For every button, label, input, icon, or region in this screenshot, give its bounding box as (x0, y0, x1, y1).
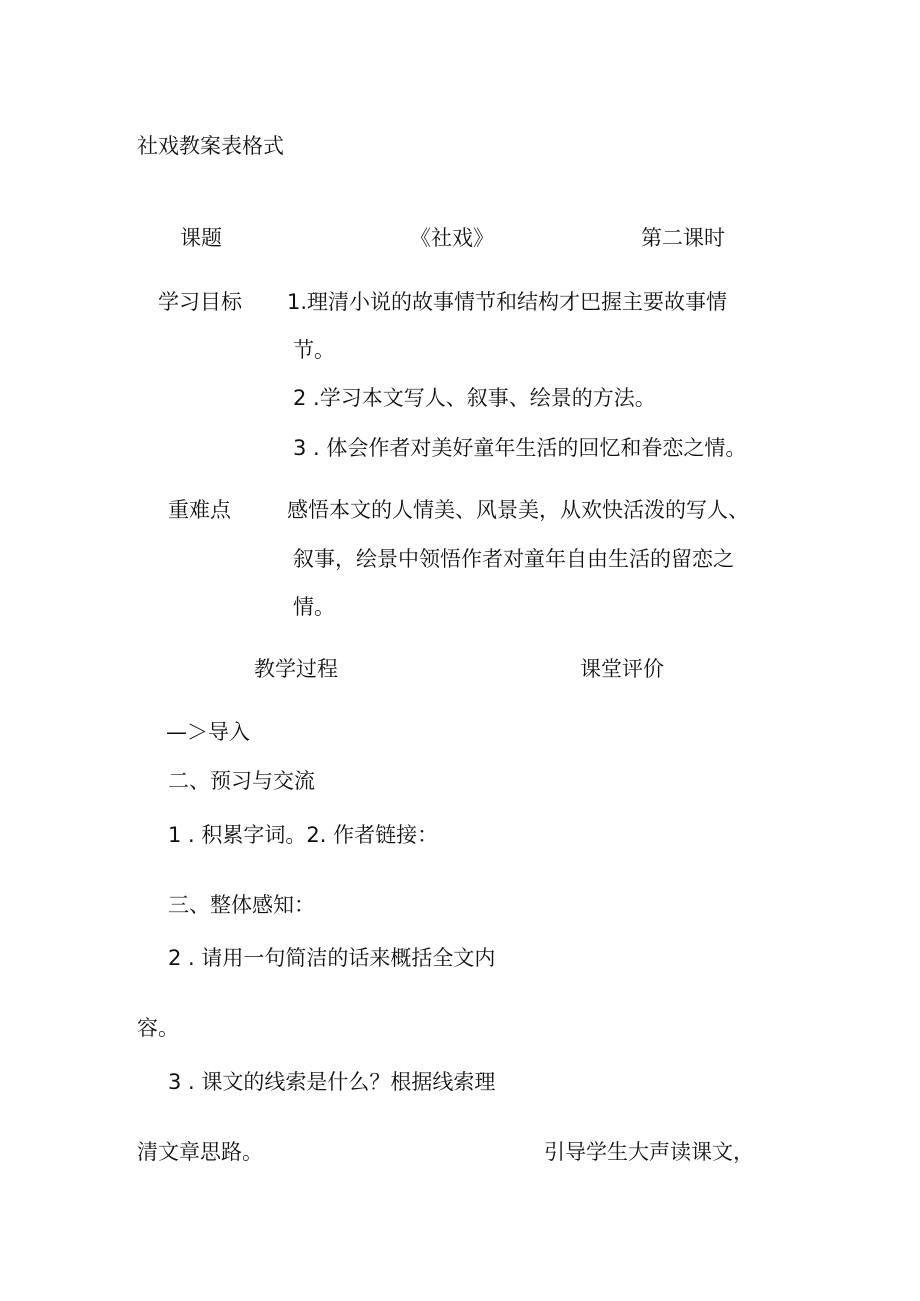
process-header: 教学过程 (254, 657, 338, 681)
lesson-number: 第二课时 (641, 226, 725, 250)
objective-1-line-1: 1.理清小说的故事情节和结构才巴握主要故事情 (287, 290, 728, 314)
objective-3: 3 . 体会作者对美好童年生活的回忆和眷恋之情。 (293, 436, 747, 460)
step-overview: 三、整体感知： (168, 893, 315, 917)
objectives-label: 学习目标 (158, 290, 242, 314)
topic-label: 课题 (180, 226, 222, 250)
document-title: 社戏教案表格式 (137, 134, 284, 158)
objective-2: 2 .学习本文写人、叙事、绘景的方法。 (293, 386, 656, 410)
question-3-line-1: 3 . 课文的线索是什么？根据线索理 (168, 1070, 496, 1094)
question-3-line-2: 清文章思路。 (137, 1140, 263, 1164)
step-intro: —＞导入 (166, 720, 250, 744)
step-preview-items: 1 . 积累字词。2. 作者链接： (168, 823, 439, 847)
topic-value: 《社戏》 (410, 226, 494, 250)
evaluation-note: 引导学生大声读课文， (544, 1140, 754, 1164)
key-points-line-3: 情。 (293, 595, 335, 619)
key-points-line-2: 叙事，绘景中领悟作者对童年自由生活的留恋之 (293, 547, 734, 571)
step-preview: 二、预习与交流 (168, 769, 315, 793)
evaluation-header: 课堂评价 (580, 657, 664, 681)
question-2-line-1: 2 . 请用一句简洁的话来概括全文内 (168, 946, 496, 970)
objective-1-line-2: 节。 (293, 338, 335, 362)
key-points-label: 重难点 (168, 498, 231, 522)
key-points-line-1: 感悟本文的人情美、风景美，从欢快活泼的写人、 (287, 498, 749, 522)
question-2-line-2: 容。 (137, 1016, 179, 1040)
